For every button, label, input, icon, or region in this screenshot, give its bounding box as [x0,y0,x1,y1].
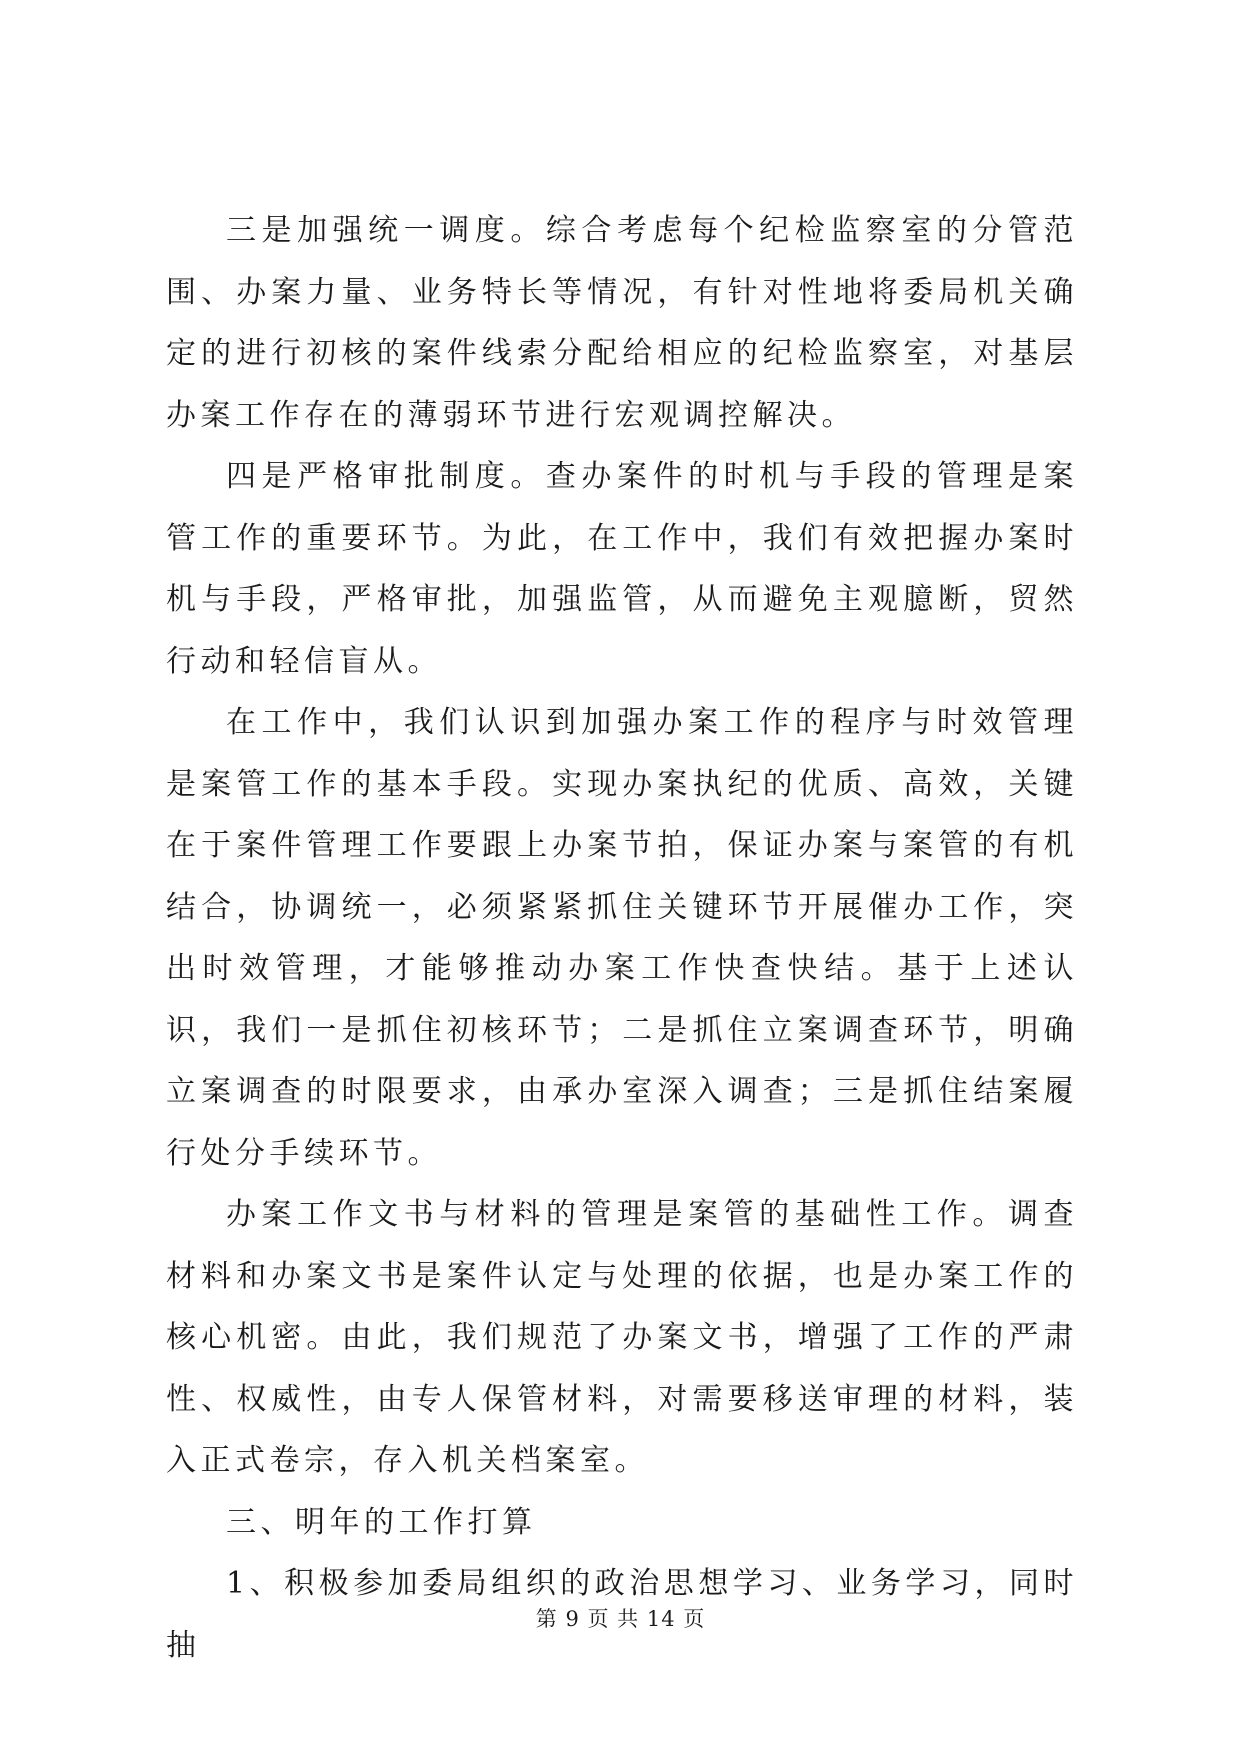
paragraph-unified-dispatch: 三是加强统一调度。综合考虑每个纪检监察室的分管范围、办案力量、业务特长等情况，有针对性地将委局机关确定的进行初核的案件线索分配给相应的纪检监察室，对基层办案工作存在的薄弱环节进行宏观调控解决。 [166,213,1078,433]
document-body [166,200,1078,1676]
paragraph-documents-materials: 办案工作文书与材料的管理是案管的基础性工作。调查材料和办案文书是案件认定与处理的依据，也是办案工作的核心机密。由此，我们规范了办案文书，增强了工作的严肃性、权威性，由专人保管材料，对需要移送审理的材料，装入正式卷宗，存入机关档案室。 [166,1197,1078,1478]
paragraph-approval-system: 四是严格审批制度。查办案件的时机与手段的管理是案管工作的重要环节。为此，在工作中，我们有效把握办案时机与手段，严格审批，加强监管，从而避免主观臆断，贸然行动和轻信盲从。 [166,459,1078,679]
paragraph-plan-item-1: 1、积极参加委局组织的政治思想学习、业务学习，同时抽 [166,1566,1078,1663]
paragraph-procedure-timeliness: 在工作中，我们认识到加强办案工作的程序与时效管理是案管工作的基本手段。实现办案执纪的优质、高效，关键在于案件管理工作要跟上办案节拍，保证办案与案管的有机结合，协调统一，必须紧紧抓住关键环节开展催办工作，突出时效管理，才能够推动办案工作快查快结。基于上述认识，我们一是抓住初核环节；二是抓住立案调查环节，明确立案调查的时限要求，由承办室深入调查；三是抓住结案履行处分手续环节。 [166,705,1078,1171]
section-heading-next-year-plan: 三、明年的工作打算 [226,1504,537,1540]
page-number-footer: 第 9 页 共 14 页 [535,1607,706,1631]
